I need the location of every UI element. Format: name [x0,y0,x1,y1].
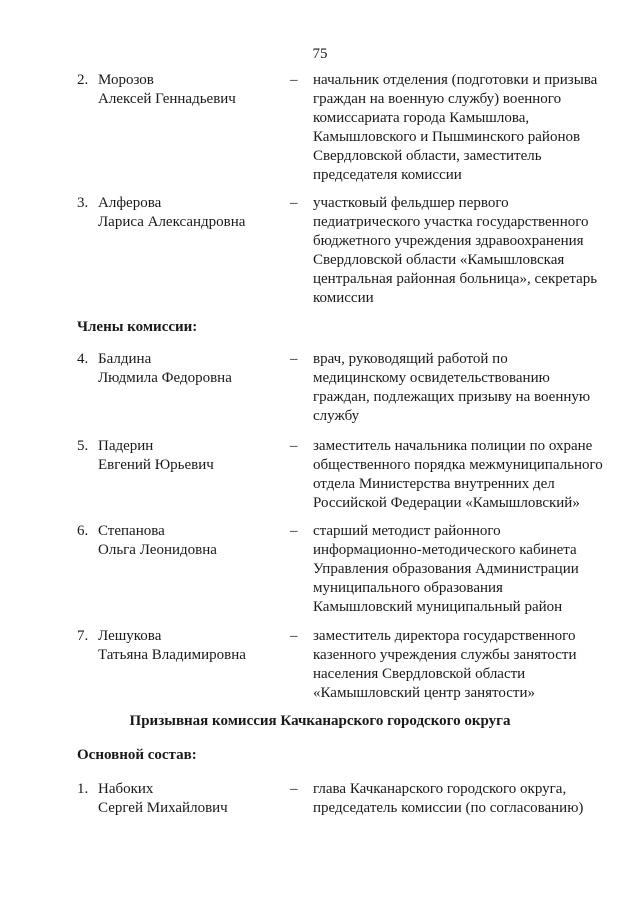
entry-number: 3. [77,195,89,211]
role-line: центральная районная больница», секретарь [313,271,598,287]
role-line: председателя комиссии [313,167,462,183]
given-names: Ольга Леонидовна [98,542,217,558]
member-role [313,780,613,818]
dash-separator: – [290,351,298,367]
role-line: общественного порядка межмуниципального [313,457,603,473]
role-line: заместитель начальника полиции по охране [313,438,593,454]
dash-separator: – [290,438,298,454]
member-name [98,194,288,232]
member-name [98,437,288,475]
role-line: информационно-методического кабинета [313,542,577,558]
given-names: Алексей Геннадьевич [98,91,236,107]
member-role [313,71,613,185]
dash-separator: – [290,195,298,211]
member-name [98,627,288,665]
dash-separator: – [290,72,298,88]
role-line: председатель комиссии (по согласованию) [313,800,584,816]
given-names: Евгений Юрьевич [98,457,214,473]
role-line: «Камышловский центр занятости» [313,685,535,701]
surname: Лешукова [98,628,162,644]
surname: Балдина [98,351,152,367]
role-line: врач, руководящий работой по [313,351,508,367]
entry-number: 4. [77,351,89,367]
role-line: Камышловский муниципальный район [313,599,563,615]
role-line: граждан на военную службу) военного [313,91,562,107]
role-line: Российской Федерации «Камышловский» [313,495,580,511]
role-line: комиссариата города Камышлова, [313,110,530,126]
role-line: службу [313,408,360,424]
members-heading: Члены комиссии: [77,319,198,335]
member-name [98,71,288,109]
dash-separator: – [290,523,298,539]
member-role [313,522,613,617]
role-line: казенного учреждения службы занятости [313,647,577,663]
role-line: начальник отделения (подготовки и призыва [313,72,598,88]
role-line: граждан, подлежащих призыву на военную [313,389,591,405]
role-line: Свердловской области «Камышловская [313,252,565,268]
given-names: Лариса Александровна [98,214,246,230]
role-line: Управления образования Администрации [313,561,579,577]
member-name [98,780,288,818]
role-line: комиссии [313,290,374,306]
surname: Алферова [98,195,162,211]
role-line: населения Свердловской области [313,666,526,682]
page-number: 75 [312,46,328,62]
entry-number: 6. [77,523,89,539]
role-line: участковый фельдшер первого [313,195,509,211]
role-line: педиатрического участка государственного [313,214,589,230]
role-line: старший методист районного [313,523,501,539]
given-names: Сергей Михайлович [98,800,228,816]
member-role [313,194,613,308]
given-names: Татьяна Владимировна [98,647,246,663]
member-role [313,627,613,703]
role-line: Свердловской области, заместитель [313,148,542,164]
role-line: глава Качканарского городского округа, [313,781,567,797]
member-name [98,350,288,388]
surname: Степанова [98,523,165,539]
entry-number: 5. [77,438,89,454]
entry-number: 7. [77,628,89,644]
role-line: отдела Министерства внутренних дел [313,476,555,492]
role-line: бюджетного учреждения здравоохранения [313,233,584,249]
member-role [313,350,613,426]
surname: Морозов [98,72,154,88]
member-name [98,522,288,560]
role-line: муниципального образования [313,580,503,596]
given-names: Людмила Федоровна [98,370,232,386]
entry-number: 2. [77,72,89,88]
entry-number: 1. [77,781,89,797]
role-line: заместитель директора государственного [313,628,576,644]
role-line: медицинскому освидетельствованию [313,370,550,386]
dash-separator: – [290,781,298,797]
main-composition-heading: Основной состав: [77,747,197,763]
surname: Набоких [98,781,154,797]
role-line: Камышловского и Пышминского районов [313,129,581,145]
member-role [313,437,613,513]
surname: Падерин [98,438,154,454]
dash-separator: – [290,628,298,644]
commission-title: Призывная комиссия Качканарского городского округа [129,713,511,729]
